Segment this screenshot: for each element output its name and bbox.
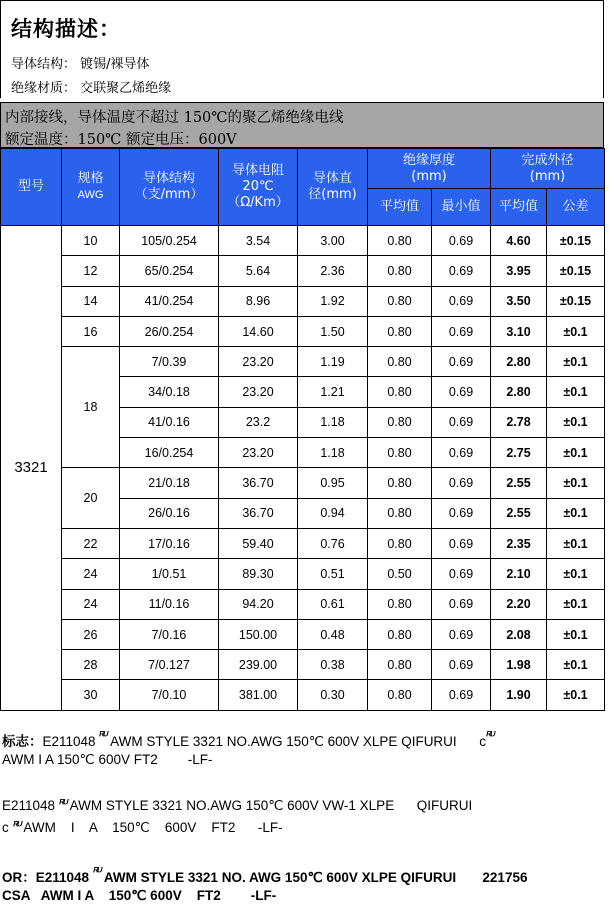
od-avg-cell: 2.80 [491, 347, 547, 377]
structure-cell: 26/0.254 [120, 316, 219, 346]
header-insulation-avg: 平均值 [368, 189, 432, 226]
tolerance-cell: ±0.1 [547, 407, 605, 437]
insulation-min-cell: 0.69 [432, 407, 491, 437]
ul-logo-icon: ᴿᵁ [11, 820, 22, 832]
resistance-cell: 59.40 [219, 528, 298, 558]
awg-cell: 26 [62, 619, 120, 649]
diameter-cell: 0.38 [298, 650, 368, 680]
insulation-avg-cell: 0.80 [368, 347, 432, 377]
header-resistance: 导体电阻 20℃ （Ω/Km） [219, 149, 298, 226]
table-row [1, 347, 605, 377]
resistance-cell: 23.2 [219, 407, 298, 437]
insulation-avg-cell: 0.80 [368, 226, 432, 256]
structure-cell: 34/0.18 [120, 377, 219, 407]
tolerance-cell: ±0.15 [547, 256, 605, 286]
resistance-cell: 89.30 [219, 559, 298, 589]
awg-cell: 24 [62, 559, 120, 589]
insulation-avg-cell: 0.80 [368, 680, 432, 710]
od-avg-cell: 2.55 [491, 498, 547, 528]
conductor-structure-line: 导体结构： 镀锡/裸导体 [11, 57, 150, 72]
od-avg-cell: 3.95 [491, 256, 547, 286]
table-row [1, 680, 605, 710]
diameter-cell: 1.18 [298, 438, 368, 468]
diameter-cell: 0.76 [298, 528, 368, 558]
od-avg-cell: 2.10 [491, 559, 547, 589]
resistance-cell: 3.54 [219, 226, 298, 256]
insulation-avg-cell: 0.80 [368, 619, 432, 649]
insulation-avg-cell: 0.80 [368, 256, 432, 286]
tolerance-cell: ±0.15 [547, 286, 605, 316]
od-avg-cell: 3.50 [491, 286, 547, 316]
insulation-min-cell: 0.69 [432, 316, 491, 346]
table-row [1, 589, 605, 619]
od-avg-cell: 2.80 [491, 377, 547, 407]
insulation-avg-cell: 0.80 [368, 377, 432, 407]
od-avg-cell: 2.20 [491, 589, 547, 619]
awg-cell: 20 [62, 468, 120, 529]
resistance-cell: 150.00 [219, 619, 298, 649]
rating-band [0, 102, 604, 148]
structure-cell: 7/0.39 [120, 347, 219, 377]
tolerance-cell: ±0.1 [547, 498, 605, 528]
tolerance-cell: ±0.1 [547, 559, 605, 589]
insulation-min-cell: 0.69 [432, 286, 491, 316]
insulation-min-cell: 0.69 [432, 680, 491, 710]
header-structure: 导体结构 （支/mm） [120, 149, 219, 226]
resistance-cell: 8.96 [219, 286, 298, 316]
insulation-min-cell: 0.69 [432, 438, 491, 468]
structure-cell: 7/0.127 [120, 650, 219, 680]
marking-line-3: E211048 ᴿᵁ AWM STYLE 3321 NO.AWG 150℃ 600V VW-1 XLPE QIFURUI [2, 798, 473, 813]
diameter-cell: 1.21 [298, 377, 368, 407]
insulation-min-cell: 0.69 [432, 559, 491, 589]
table-row [1, 650, 605, 680]
marking-line-6: CSA AWM I A 150℃ 600V FT2 -LF- [2, 888, 277, 903]
od-avg-cell: 1.98 [491, 650, 547, 680]
structure-cell: 7/0.10 [120, 680, 219, 710]
tolerance-cell: ±0.1 [547, 347, 605, 377]
resistance-cell: 23.20 [219, 347, 298, 377]
insulation-min-cell: 0.69 [432, 650, 491, 680]
awg-cell: 10 [62, 226, 120, 256]
tolerance-cell: ±0.15 [547, 226, 605, 256]
insulation-avg-cell: 0.80 [368, 286, 432, 316]
resistance-cell: 23.20 [219, 438, 298, 468]
od-avg-cell: 2.55 [491, 468, 547, 498]
header-tolerance: 公差 [547, 189, 605, 226]
ul-logo-icon: ᴿᵁ [98, 730, 109, 742]
resistance-cell: 23.20 [219, 377, 298, 407]
resistance-cell: 36.70 [219, 468, 298, 498]
insulation-avg-cell: 0.80 [368, 407, 432, 437]
diameter-cell: 1.19 [298, 347, 368, 377]
marking-line-4: c ᴿᵁ AWM I A 150℃ 600V FT2 -LF- [2, 820, 283, 835]
tolerance-cell: ±0.1 [547, 377, 605, 407]
insulation-avg-cell: 0.80 [368, 316, 432, 346]
diameter-cell: 3.00 [298, 226, 368, 256]
od-avg-cell: 2.08 [491, 619, 547, 649]
table-row [1, 468, 605, 498]
insulation-min-cell: 0.69 [432, 377, 491, 407]
insulation-min-cell: 0.69 [432, 347, 491, 377]
tolerance-cell: ±0.1 [547, 650, 605, 680]
insulation-min-cell: 0.69 [432, 256, 491, 286]
resistance-cell: 94.20 [219, 589, 298, 619]
table-body [1, 226, 605, 711]
marking-line-5: OR：E211048 ᴿᵁ AWM STYLE 3321 NO. AWG 150℃ 600V XLPE QIFURUI 221756 [2, 866, 528, 885]
specification-table [0, 148, 605, 711]
insulation-min-cell: 0.69 [432, 468, 491, 498]
structure-cell: 7/0.16 [120, 619, 219, 649]
insulation-avg-cell: 0.80 [368, 438, 432, 468]
insulation-avg-cell: 0.80 [368, 528, 432, 558]
awg-cell: 18 [62, 347, 120, 468]
ul-logo-icon: ᴿᵁ [57, 798, 68, 810]
tolerance-cell: ±0.1 [547, 680, 605, 710]
marking-label: 标志： [2, 734, 43, 749]
diameter-cell: 0.30 [298, 680, 368, 710]
header-insulation-thickness: 绝缘厚度 (mm) [368, 149, 491, 189]
tolerance-cell: ±0.1 [547, 438, 605, 468]
model-cell: 3321 [1, 226, 62, 711]
diameter-cell: 0.94 [298, 498, 368, 528]
diameter-cell: 1.50 [298, 316, 368, 346]
insulation-min-cell: 0.69 [432, 589, 491, 619]
tolerance-cell: ±0.1 [547, 468, 605, 498]
diameter-cell: 1.92 [298, 286, 368, 316]
header-outer-diameter: 完成外径 (mm) [491, 149, 605, 189]
table-row [1, 286, 605, 316]
rating-line: 额定温度：150℃ 额定电压：600V [5, 132, 237, 148]
insulation-avg-cell: 0.80 [368, 498, 432, 528]
resistance-cell: 14.60 [219, 316, 298, 346]
structure-cell: 105/0.254 [120, 226, 219, 256]
od-avg-cell: 4.60 [491, 226, 547, 256]
marking-line-1: 标志：E211048 ᴿᵁ AWM STYLE 3321 NO.AWG 150℃ 600V XLPE QIFURUI cᴿᵁ [2, 730, 496, 749]
ul-logo-icon: ᴿᵁ [91, 866, 102, 878]
header-od-avg: 平均值 [491, 189, 547, 226]
table-row [1, 619, 605, 649]
structure-cell: 16/0.254 [120, 438, 219, 468]
structure-cell: 17/0.16 [120, 528, 219, 558]
resistance-cell: 5.64 [219, 256, 298, 286]
awg-cell: 30 [62, 680, 120, 710]
resistance-cell: 36.70 [219, 498, 298, 528]
tolerance-cell: ±0.1 [547, 589, 605, 619]
structure-cell: 21/0.18 [120, 468, 219, 498]
insulation-material-line: 绝缘材质： 交联聚乙烯绝缘 [11, 81, 172, 96]
header-model: 型号 [1, 149, 62, 226]
section-title: 结构描述： [11, 17, 121, 41]
structure-cell: 11/0.16 [120, 589, 219, 619]
od-avg-cell: 2.75 [491, 438, 547, 468]
tolerance-cell: ±0.1 [547, 528, 605, 558]
insulation-min-cell: 0.69 [432, 226, 491, 256]
table-row [1, 226, 605, 256]
structure-cell: 1/0.51 [120, 559, 219, 589]
awg-cell: 22 [62, 528, 120, 558]
structure-cell: 41/0.254 [120, 286, 219, 316]
insulation-avg-cell: 0.80 [368, 468, 432, 498]
insulation-avg-cell: 0.80 [368, 589, 432, 619]
awg-cell: 12 [62, 256, 120, 286]
insulation-min-cell: 0.69 [432, 498, 491, 528]
header-diameter: 导体直 径(mm) [298, 149, 368, 226]
od-avg-cell: 3.10 [491, 316, 547, 346]
structure-cell: 26/0.16 [120, 498, 219, 528]
table-row [1, 256, 605, 286]
table-row [1, 528, 605, 558]
diameter-cell: 0.51 [298, 559, 368, 589]
structure-cell: 65/0.254 [120, 256, 219, 286]
header-insulation-min: 最小值 [432, 189, 491, 226]
awg-cell: 28 [62, 650, 120, 680]
resistance-cell: 239.00 [219, 650, 298, 680]
structure-description-box [0, 0, 604, 98]
od-avg-cell: 1.90 [491, 680, 547, 710]
awg-cell: 24 [62, 589, 120, 619]
marking-line-2: AWM I A 150℃ 600V FT2 -LF- [2, 752, 213, 767]
insulation-avg-cell: 0.50 [368, 559, 432, 589]
cul-logo-icon: ᴿᵁ [484, 730, 496, 742]
structure-cell: 41/0.16 [120, 407, 219, 437]
application-line: 内部接线，导体温度不超过 150℃的聚乙烯绝缘电线 [5, 110, 344, 126]
tolerance-cell: ±0.1 [547, 619, 605, 649]
diameter-cell: 0.61 [298, 589, 368, 619]
tolerance-cell: ±0.1 [547, 316, 605, 346]
od-avg-cell: 2.35 [491, 528, 547, 558]
insulation-avg-cell: 0.80 [368, 650, 432, 680]
diameter-cell: 0.48 [298, 619, 368, 649]
resistance-cell: 381.00 [219, 680, 298, 710]
table-row [1, 316, 605, 346]
header-awg: 规格 AWG [62, 149, 120, 226]
diameter-cell: 0.95 [298, 468, 368, 498]
insulation-min-cell: 0.69 [432, 619, 491, 649]
diameter-cell: 2.36 [298, 256, 368, 286]
diameter-cell: 1.18 [298, 407, 368, 437]
awg-cell: 14 [62, 286, 120, 316]
table-row [1, 559, 605, 589]
insulation-min-cell: 0.69 [432, 528, 491, 558]
od-avg-cell: 2.78 [491, 407, 547, 437]
awg-cell: 16 [62, 316, 120, 346]
